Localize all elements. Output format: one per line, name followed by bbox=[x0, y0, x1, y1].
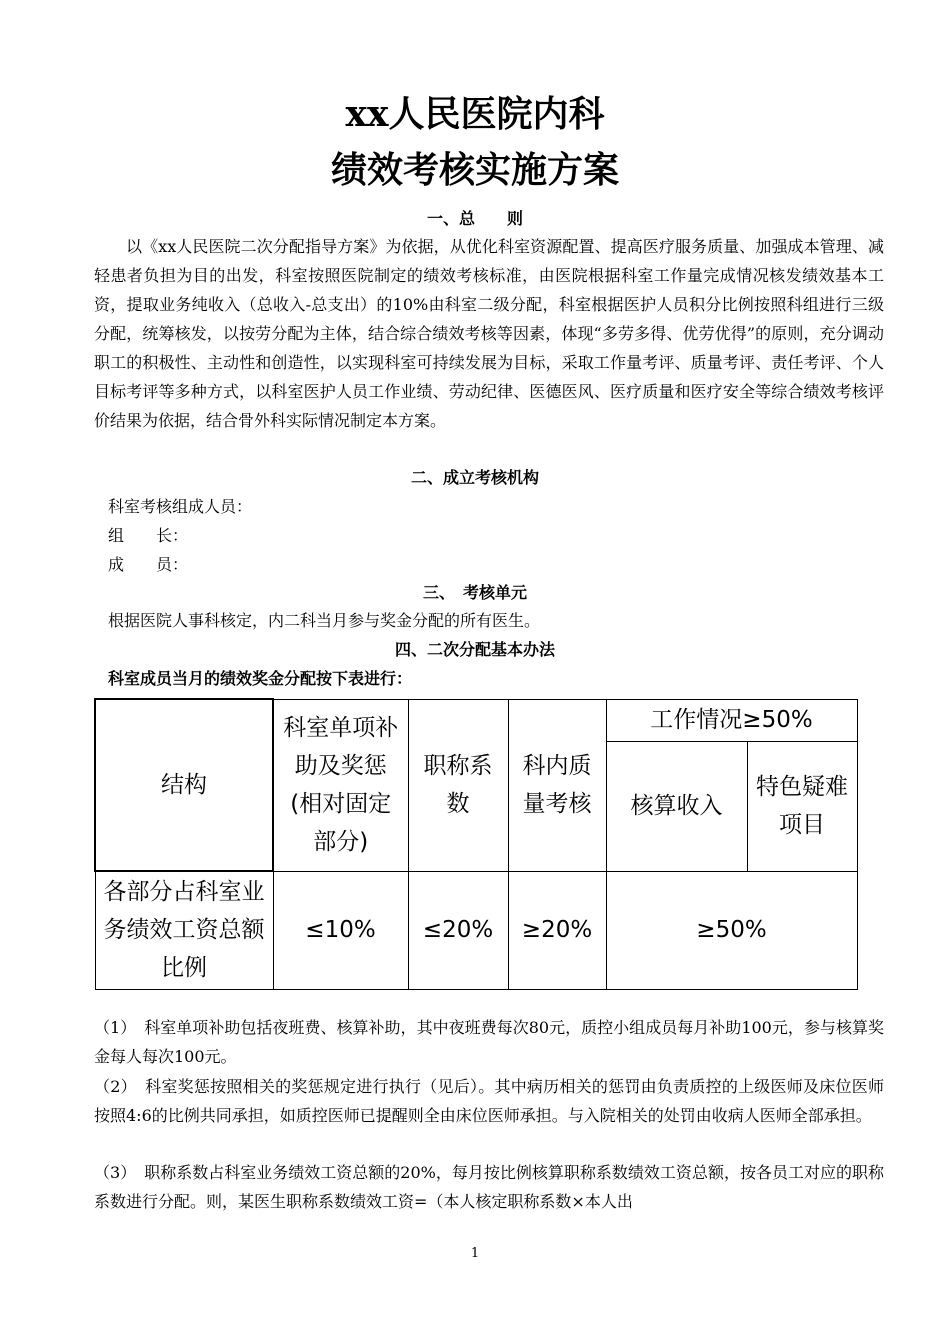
member-label: 成 员： bbox=[108, 555, 189, 574]
header-accounting: 核算收入 bbox=[606, 741, 747, 871]
value-quality: ≥20% bbox=[508, 871, 606, 989]
header-quality: 科内质量考核 bbox=[508, 699, 606, 871]
leader-label: 组 长： bbox=[108, 526, 189, 545]
header-structure: 结构 bbox=[95, 699, 273, 871]
value-title-coefficient: ≤20% bbox=[408, 871, 508, 989]
title-line-2: 绩效考核实施方案 bbox=[330, 149, 619, 191]
header-special: 特色疑难项目 bbox=[747, 741, 857, 871]
header-work: 工作情况≥50% bbox=[606, 699, 857, 741]
section-3-heading: 三、 考核单元 bbox=[422, 583, 527, 602]
header-title-coefficient: 职称系数 bbox=[408, 699, 508, 871]
page-number: 1 bbox=[470, 1246, 480, 1261]
note-2: （2） 科室奖惩按照相关的奖惩规定进行执行（见后）。其中病历相关的惩罚由负责质控的上级医师及床位医师按照4:6的比例共同承担，如质控医师已提醒则全由床位医师承担。与入院相关的处罚由收病人医师全部承担。 bbox=[94, 1077, 884, 1125]
section-1-heading: 一、总 则 bbox=[426, 209, 523, 228]
value-subsidy: ≤10% bbox=[273, 871, 408, 989]
distribution-table bbox=[94, 698, 858, 990]
section-4-intro: 科室成员当月的绩效奖金分配按下表进行： bbox=[108, 669, 413, 688]
header-subsidy: 科室单项补助及奖惩(相对固定部分) bbox=[273, 699, 408, 871]
value-work: ≥50% bbox=[606, 871, 857, 989]
title-line-1: xx人民医院内科 bbox=[345, 93, 605, 135]
section-4-heading: 四、二次分配基本办法 bbox=[394, 640, 555, 659]
section-3-body: 根据医院人事科核定，内二科当月参与奖金分配的所有医生。 bbox=[108, 611, 541, 630]
note-1: （1） 科室单项补助包括夜班费、核算补助，其中夜班费每次80元，质控小组成员每月补助100元，参与核算奖金每人每次100元。 bbox=[94, 1018, 884, 1066]
members-label: 科室考核组成人员： bbox=[108, 497, 253, 516]
section-2-heading: 二、成立考核机构 bbox=[410, 468, 539, 487]
section-1-body: 以《xx人民医院二次分配指导方案》为依据，从优化科室资源配置、提高医疗服务质量、加强成本管理、减轻患者负担为目的出发，科室按照医院制定的绩效考核标准，由医院根据科室工作量完成情况核发绩效基本工资，提取业务纯收入（总收入-总支出）的10%由科室二级分配，科室根据医护人员积分比例按照科组进行三级分配，统筹核发，以按劳分配为主体，结合综合绩效考核等因素，体现“多劳多得、优劳优得”的原则，充分调动职工的积极性、主动性和创造性，以实现科室可持续发展为目标，采取工作量考评、质量考评、责任考评、个人目标考评等多种方式，以科室医护人员工作业绩、劳动纪律、医德医风、医疗质量和医疗安全等综合绩效考核评价结果为依据，结合骨外科实际情况制定本方案。 bbox=[94, 237, 884, 430]
row-label: 各部分占科室业务绩效工资总额比例 bbox=[95, 871, 273, 989]
note-3: （3） 职称系数占科室业务绩效工资总额的20%，每月按比例核算职称系数绩效工资总额，按各员工对应的职称系数进行分配。则，某医生职称系数绩效工资=（本人核定职称系数×本人出 bbox=[94, 1163, 884, 1211]
